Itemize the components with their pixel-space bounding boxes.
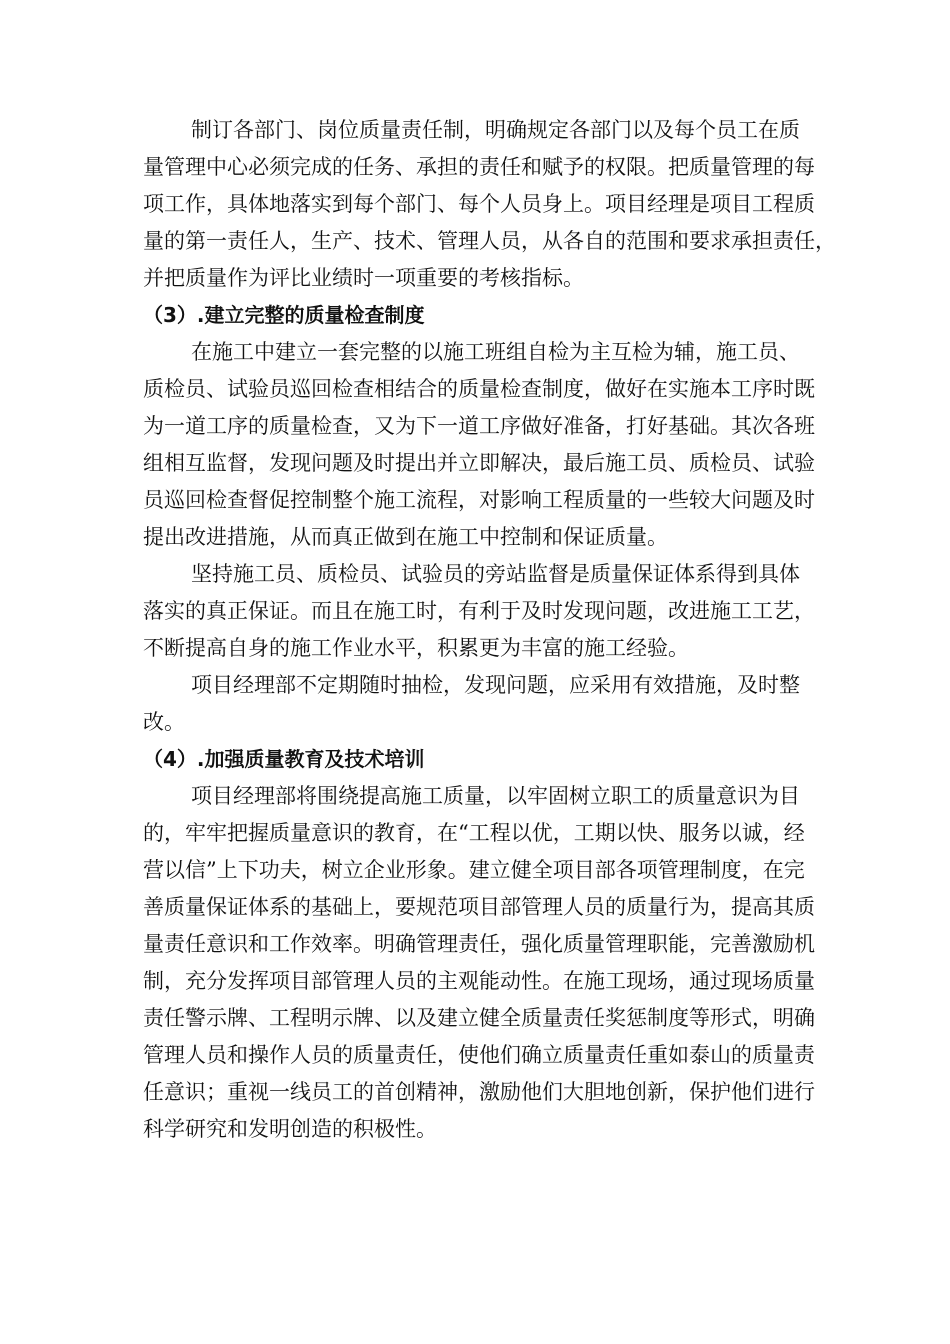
text-line: 善质量保证体系的基础上，要规范项目部管理人员的质量行为，提高其质 (143, 895, 815, 919)
text-line: 制订各部门、岗位质量责任制，明确规定各部门以及每个员工在质 (191, 118, 800, 142)
paragraph-onsite-supervision (143, 556, 863, 667)
text-line: 科学研究和发明创造的积极性。 (143, 1117, 437, 1141)
text-line: 量责任意识和工作效率。明确管理责任，强化质量管理职能，完善激励机 (143, 932, 815, 956)
document-body (143, 112, 863, 1148)
paragraph-responsibility-system (143, 112, 863, 297)
section-heading-4: （4）.加强质量教育及技术培训 (143, 747, 425, 771)
text-line: 质检员、试验员巡回检查相结合的质量检查制度，做好在实施本工序时既 (143, 377, 815, 401)
paragraph-inspection-system (143, 334, 863, 556)
text-line: 组相互监督，发现问题及时提出并立即解决，最后施工员、质检员、试验 (143, 451, 815, 475)
text-line: 项工作，具体地落实到每个部门、每个人员身上。项目经理是项目工程质 (143, 192, 815, 216)
text-line: 提出改进措施，从而真正做到在施工中控制和保证质量。 (143, 525, 668, 549)
text-line: 坚持施工员、质检员、试验员的旁站监督是质量保证体系得到具体 (191, 562, 800, 586)
text-line: 管理人员和操作人员的质量责任，使他们确立质量责任重如泰山的质量责 (143, 1043, 815, 1067)
text-line: 并把质量作为评比业绩时一项重要的考核指标。 (143, 266, 584, 290)
text-line: 项目经理部将围绕提高施工质量，以牢固树立职工的质量意识为目 (191, 784, 800, 808)
text-line: 落实的真正保证。而且在施工时，有利于及时发现问题，改进施工工艺， (143, 599, 815, 623)
text-line: 量管理中心必须完成的任务、承担的责任和赋予的权限。把质量管理的每 (143, 155, 815, 179)
text-line: 量的第一责任人，生产、技术、管理人员，从各自的范围和要求承担责任， (143, 229, 836, 253)
text-line: 在施工中建立一套完整的以施工班组自检为主互检为辅，施工员、 (191, 340, 800, 364)
text-line: 营以信”上下功夫，树立企业形象。建立健全项目部各项管理制度，在完 (143, 858, 805, 882)
text-line: 责任警示牌、工程明示牌、以及建立健全质量责任奖惩制度等形式，明确 (143, 1006, 815, 1030)
paragraph-quality-education (143, 778, 863, 1148)
text-line: 制，充分发挥项目部管理人员的主观能动性。在施工现场，通过现场质量 (143, 969, 815, 993)
text-line: 改。 (143, 710, 185, 734)
text-line: 的，牢牢把握质量意识的教育，在“工程以优，工期以快、服务以诚，经 (143, 821, 805, 845)
text-line: 项目经理部不定期随时抽检，发现问题，应采用有效措施，及时整 (191, 673, 800, 697)
section-heading-3: （3）.建立完整的质量检查制度 (143, 303, 425, 327)
text-line: 为一道工序的质量检查，又为下一道工序做好准备，打好基础。其次各班 (143, 414, 815, 438)
text-line: 不断提高自身的施工作业水平，积累更为丰富的施工经验。 (143, 636, 689, 660)
text-line: 员巡回检查督促控制整个施工流程，对影响工程质量的一些较大问题及时 (143, 488, 815, 512)
text-line: 任意识；重视一线员工的首创精神，激励他们大胆地创新，保护他们进行 (143, 1080, 815, 1104)
paragraph-spot-checks (143, 667, 863, 741)
